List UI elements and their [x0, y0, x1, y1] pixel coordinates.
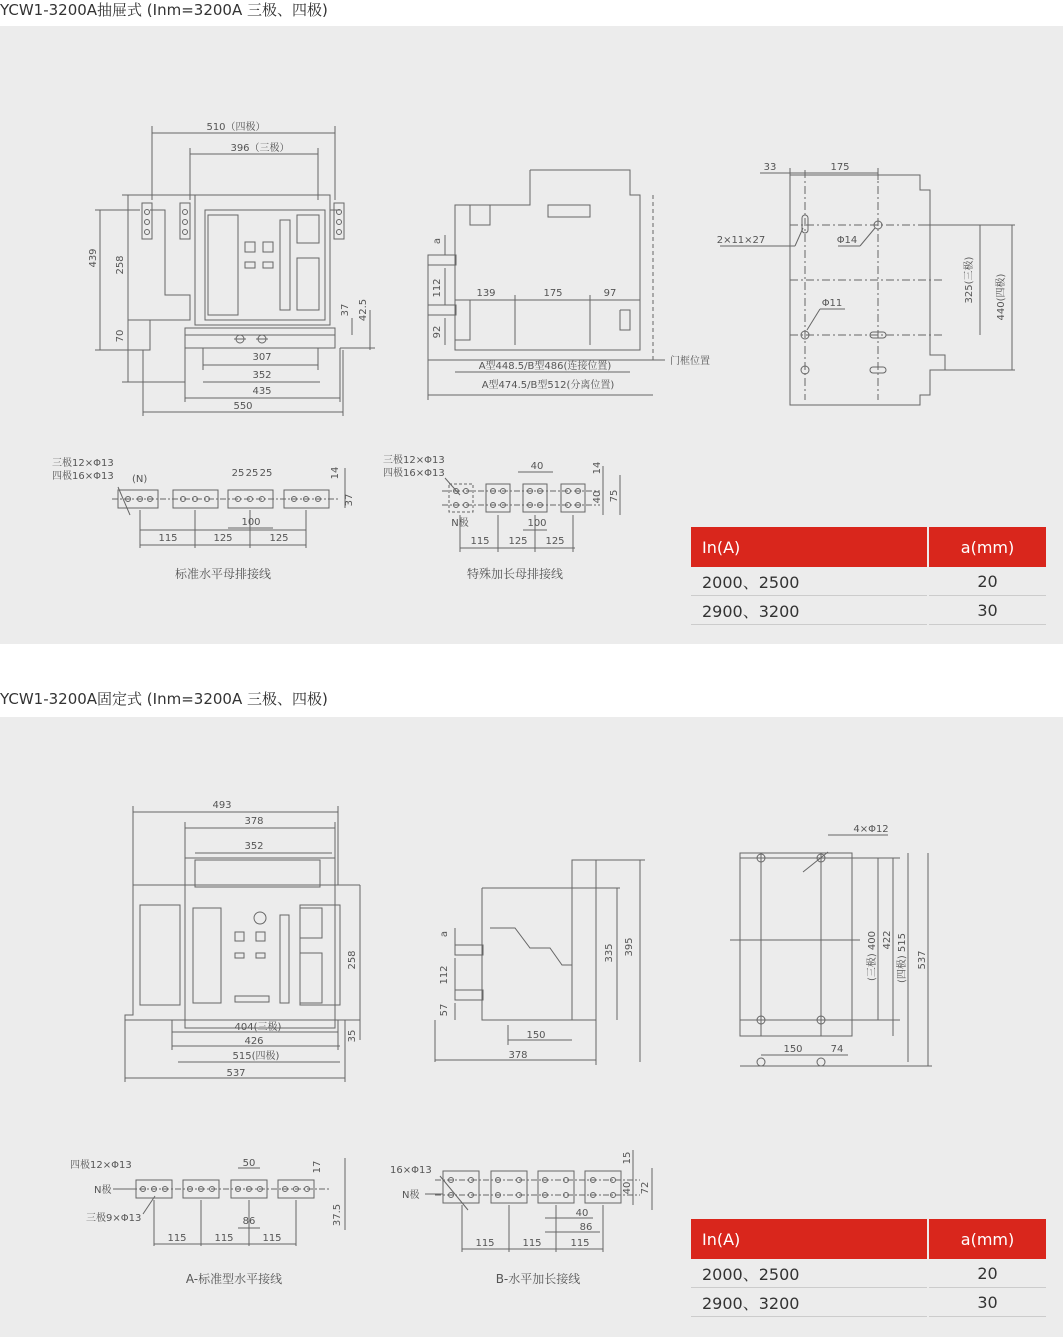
- holes-4phi12: 4×Φ12: [853, 824, 889, 835]
- busbar-std-hole4: 四极16×Φ13: [52, 471, 114, 482]
- busbar-ext-125a: 125: [508, 536, 528, 547]
- dim-404: 404(三极): [234, 1022, 282, 1033]
- dim-378: 378: [244, 816, 264, 827]
- busbar-a-115b: 115: [214, 1233, 234, 1244]
- dim-33: 33: [763, 162, 777, 173]
- dim-57: 57: [439, 1003, 450, 1017]
- dim-175: 175: [543, 288, 563, 299]
- section2-title: YCW1-3200A固定式 (Inm=3200A 三极、四极): [0, 690, 328, 708]
- busbar-std-37: 37: [344, 493, 355, 507]
- busbar-b-caption: B-水平加长接线: [495, 1272, 581, 1286]
- dim-440: 440(四极): [996, 273, 1007, 321]
- dim-35: 35: [347, 1029, 358, 1043]
- row-a-value: 30: [928, 1288, 1046, 1317]
- dim-a-fixed: a: [439, 930, 450, 938]
- dim-70: 70: [115, 329, 126, 343]
- busbar-b-40v: 40: [622, 1181, 633, 1195]
- dim-352: 352: [252, 370, 272, 381]
- busbar-ext-40v: 40: [592, 490, 603, 504]
- dim-435: 435: [252, 386, 272, 397]
- dim-378-side: 378: [508, 1050, 528, 1061]
- dim-139: 139: [476, 288, 496, 299]
- dim-493: 493: [212, 800, 232, 811]
- fixed-panel: [0, 717, 1063, 1337]
- busbar-std-caption: 标准水平母排接线: [174, 567, 272, 581]
- busbar-b-115b: 115: [522, 1238, 542, 1249]
- busbar-std-125a: 125: [213, 533, 233, 544]
- busbar-ext-hole3: 三极12×Φ13: [383, 455, 445, 466]
- mount-plan-drawout-labels: [717, 162, 1007, 320]
- side-view-drawout-labels: [432, 238, 710, 391]
- dim-97: 97: [603, 288, 617, 299]
- busbar-ext-n: N极: [451, 518, 469, 529]
- dim-175-mount: 175: [830, 162, 850, 173]
- busbar-b-15: 15: [622, 1151, 633, 1165]
- busbar-b-115c: 115: [570, 1238, 590, 1249]
- connect-position-label: A型448.5/B型486(连接位置): [478, 361, 612, 372]
- busbar-a-labels: [70, 1158, 343, 1286]
- dim-112: 112: [432, 278, 443, 298]
- busbar-ext-caption: 特殊加长母排接线: [466, 567, 564, 581]
- busbar-b-holes: 16×Φ13: [390, 1165, 432, 1176]
- dim-439: 439: [88, 248, 99, 268]
- dim-150-side: 150: [526, 1030, 546, 1041]
- dim-92: 92: [432, 325, 443, 339]
- busbar-a-115c: 115: [262, 1233, 282, 1244]
- header-a: a(mm): [928, 1219, 1046, 1259]
- dim-396: 396（三极）: [230, 143, 290, 154]
- busbar-ext-75: 75: [609, 489, 620, 503]
- dim-352-fixed: 352: [244, 841, 264, 852]
- dim-537-front: 537: [226, 1068, 246, 1079]
- dim-515-front: 515(四极): [232, 1051, 280, 1062]
- busbar-b-40: 40: [575, 1208, 589, 1219]
- dim-537-mount: 537: [917, 950, 928, 970]
- busbar-b-n: N极: [402, 1190, 420, 1201]
- phi11-label: Φ11: [821, 298, 843, 309]
- busbar-b-drawing: [425, 1150, 652, 1252]
- dim-258: 258: [115, 255, 126, 275]
- busbar-a-37-5: 37.5: [332, 1203, 343, 1227]
- dim-510: 510（四极）: [206, 122, 266, 133]
- busbar-a-50: 50: [242, 1158, 256, 1169]
- header-in: In(A): [691, 1219, 928, 1259]
- row-a-value: 30: [928, 596, 1046, 625]
- busbar-b-115a: 115: [475, 1238, 495, 1249]
- busbar-a-hole4: 四极12×Φ13: [70, 1160, 132, 1171]
- busbar-std-125b: 125: [269, 533, 289, 544]
- row-a-value: 20: [928, 1259, 1046, 1288]
- busbar-a-86: 86: [242, 1216, 256, 1227]
- dim-426: 426: [244, 1036, 264, 1047]
- busbar-b-86: 86: [579, 1222, 593, 1233]
- busbar-std-25b: 25: [245, 468, 259, 479]
- front-view-drawout-labels: [88, 120, 369, 412]
- dim-258-fixed: 258: [347, 950, 358, 970]
- drawout-panel: [0, 26, 1063, 644]
- row-current: 2000、2500: [691, 567, 928, 596]
- dim-395: 395: [624, 937, 635, 957]
- row-current: 2900、3200: [691, 596, 928, 625]
- busbar-ext-100: 100: [527, 518, 547, 529]
- dim-112-fixed: 112: [439, 965, 450, 985]
- dim-335: 335: [604, 943, 615, 963]
- busbar-b-72: 72: [640, 1181, 651, 1195]
- separate-position-label: A型474.5/B型512(分离位置): [481, 380, 615, 391]
- row-current: 2900、3200: [691, 1288, 928, 1317]
- busbar-ext-14: 14: [592, 461, 603, 475]
- dim-37: 37: [340, 303, 351, 317]
- busbar-a-17: 17: [312, 1160, 323, 1174]
- dim-550: 550: [233, 401, 253, 412]
- dim-307: 307: [252, 352, 272, 363]
- front-view-fixed-labels: [212, 800, 358, 1079]
- busbar-ext-40: 40: [530, 461, 544, 472]
- busbar-a-115a: 115: [167, 1233, 187, 1244]
- busbar-std-hole3: 三极12×Φ13: [52, 458, 114, 469]
- door-frame-label: 门框位置: [670, 356, 710, 367]
- busbar-std-labels: [52, 456, 355, 581]
- busbar-a-n: N极: [94, 1185, 112, 1196]
- rating-table-fixed: [691, 1219, 1046, 1317]
- section1-title: YCW1-3200A抽屉式 (Inm=3200A 三极、四极): [0, 1, 328, 19]
- busbar-a-caption: A-标准型水平接线: [185, 1272, 283, 1286]
- busbar-a-hole3: 三极9×Φ13: [86, 1213, 142, 1224]
- dim-150-mount: 150: [783, 1044, 803, 1055]
- row-a-value: 20: [928, 567, 1046, 596]
- busbar-ext-drawing: [442, 466, 620, 552]
- side-view-fixed-labels: [439, 931, 635, 1061]
- busbar-std-14: 14: [330, 466, 341, 480]
- busbar-ext-115: 115: [470, 536, 490, 547]
- slot-label: 2×11×27: [716, 235, 766, 246]
- rating-table-drawout: [691, 527, 1046, 625]
- dim-325: 325(三极): [964, 256, 975, 304]
- front-view-fixed: [125, 806, 360, 1082]
- busbar-std-n: (N): [132, 474, 148, 485]
- busbar-std-100: 100: [241, 517, 261, 528]
- busbar-ext-hole4: 四极16×Φ13: [383, 468, 445, 479]
- busbar-ext-labels: [383, 453, 620, 581]
- phi14-label: Φ14: [836, 235, 858, 246]
- header-a: a(mm): [928, 527, 1046, 567]
- busbar-ext-125b: 125: [545, 536, 565, 547]
- row-current: 2000、2500: [691, 1259, 928, 1288]
- dim-74: 74: [830, 1044, 844, 1055]
- busbar-std-25a: 25: [231, 468, 245, 479]
- dim-515-mount: (四极) 515: [897, 932, 908, 984]
- busbar-std-115: 115: [158, 533, 178, 544]
- header-in: In(A): [691, 527, 928, 567]
- front-view-drawout: [95, 126, 375, 416]
- dim-a: a: [432, 237, 443, 245]
- dim-400: (三极) 400: [867, 930, 878, 982]
- busbar-std-25c: 25: [259, 468, 273, 479]
- busbar-b-labels: [390, 1152, 651, 1286]
- dim-422: 422: [882, 930, 893, 950]
- dim-42-5: 42.5: [358, 298, 369, 322]
